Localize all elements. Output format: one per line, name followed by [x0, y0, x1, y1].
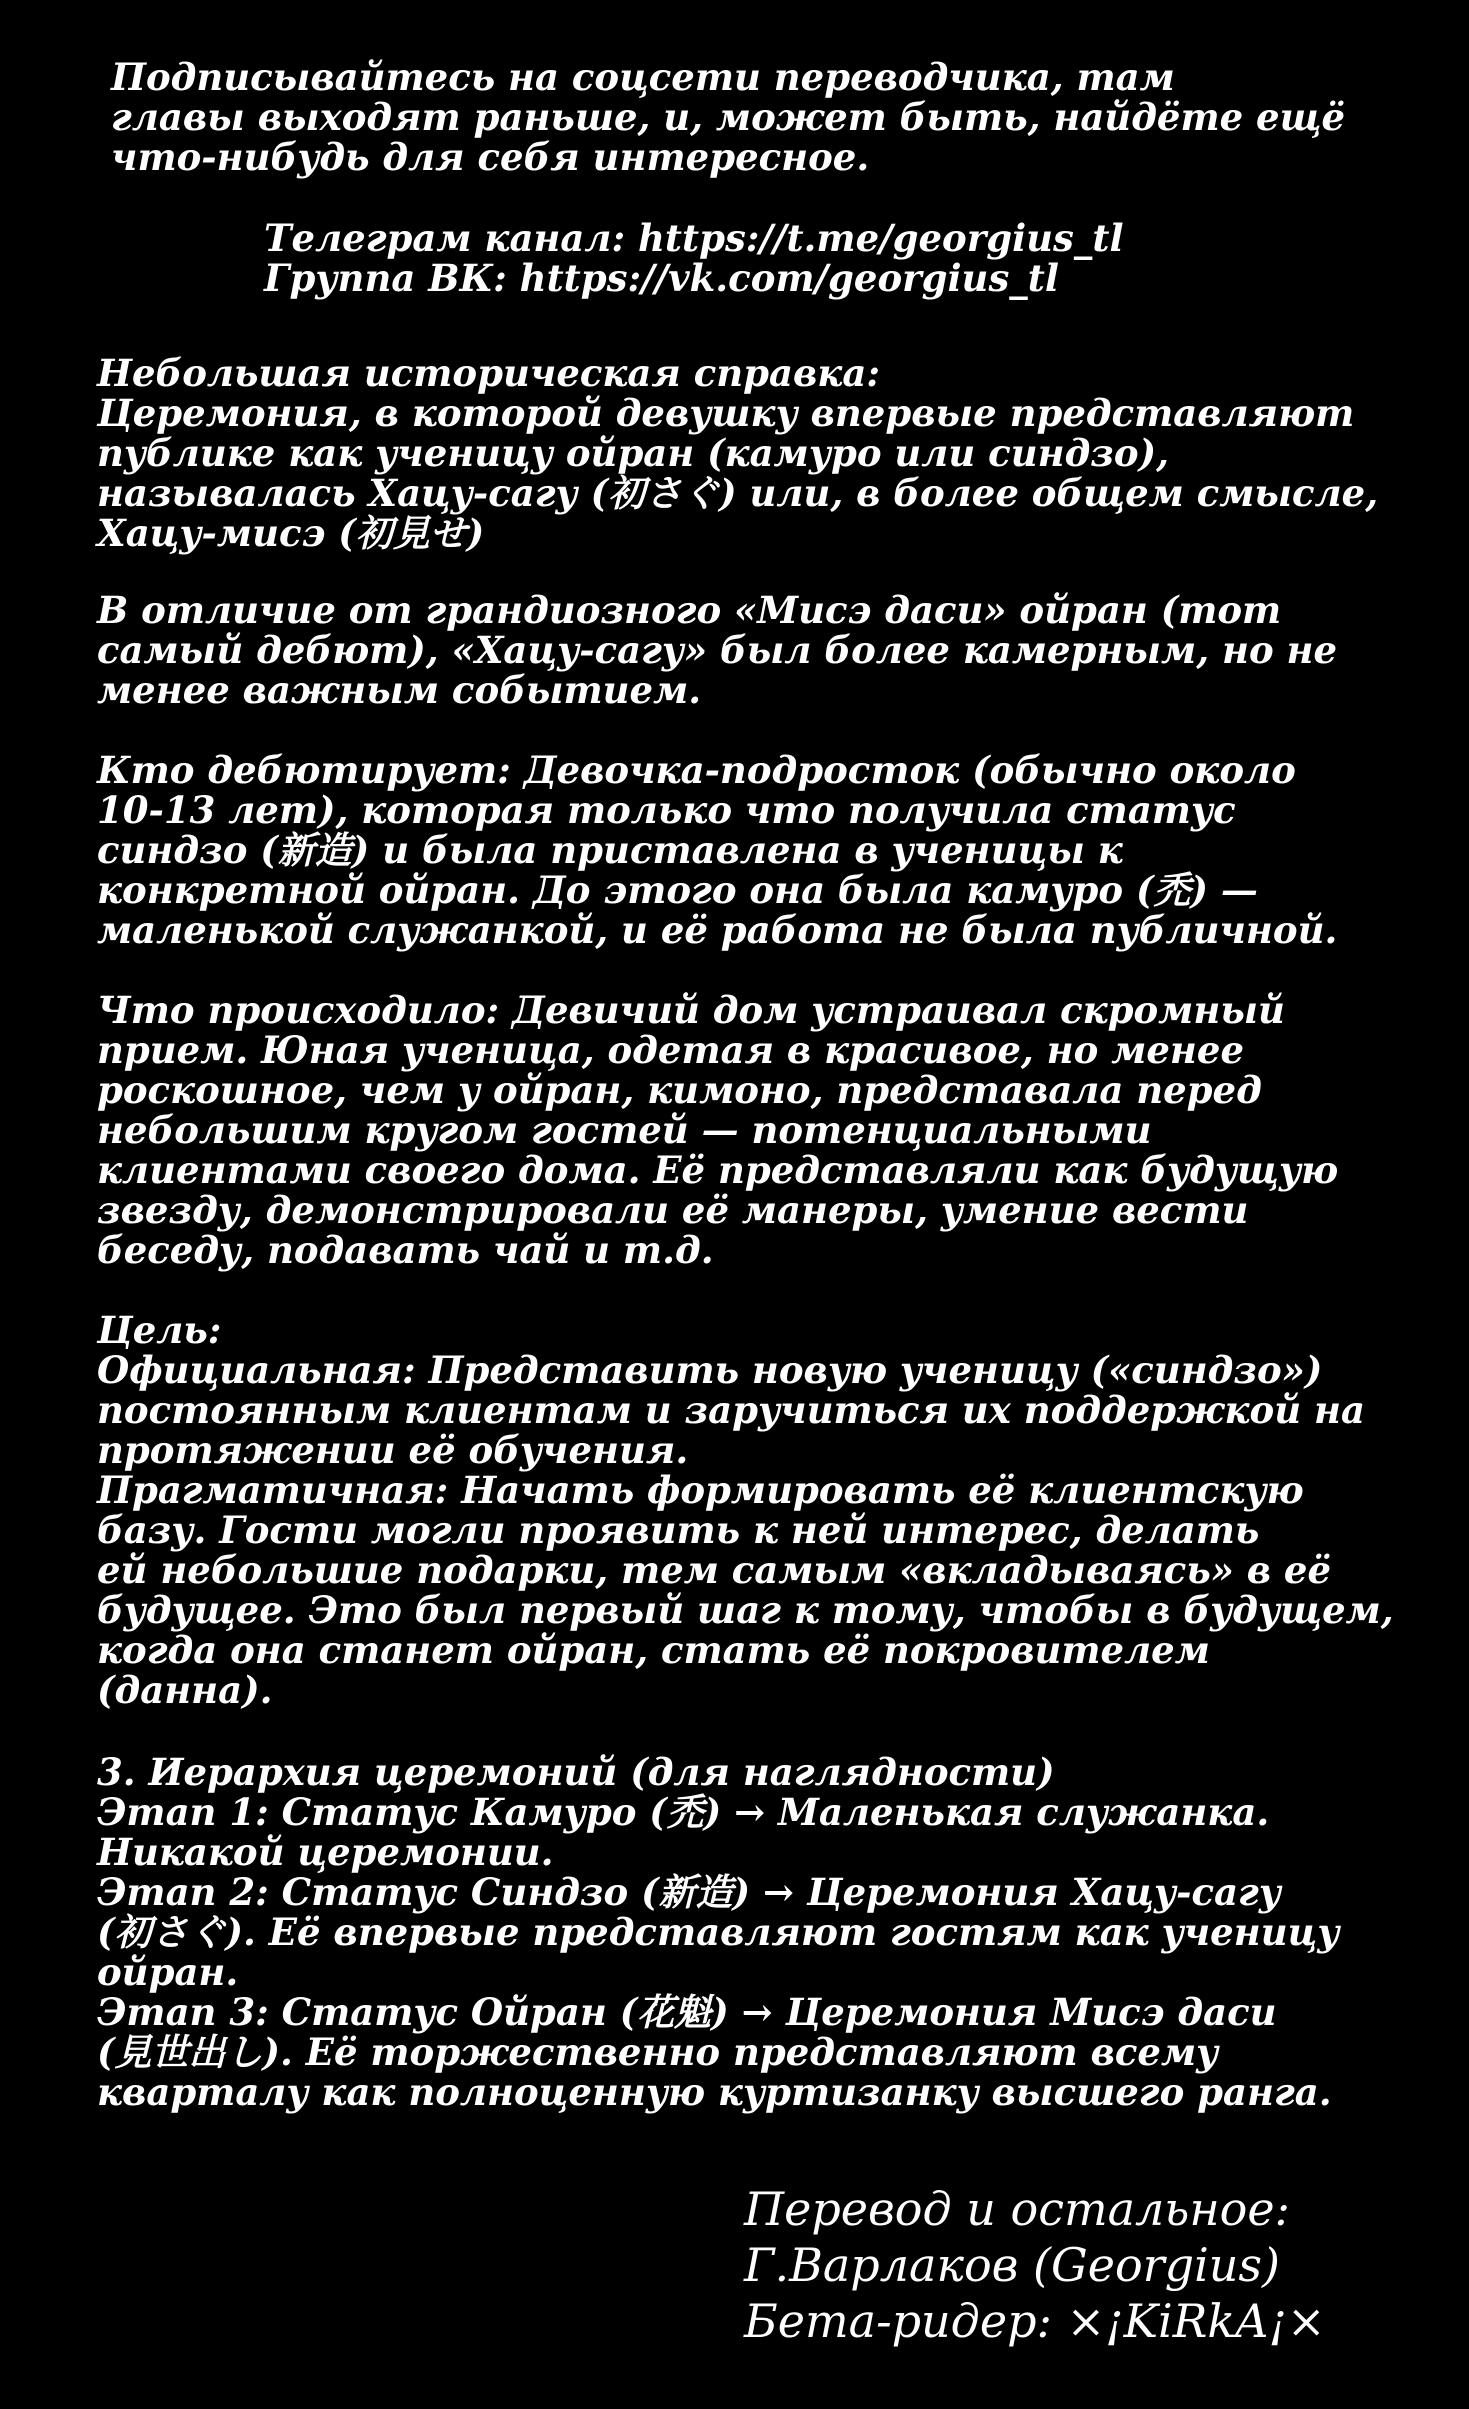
text-line: Подписывайтесь на соцсети переводчика, там: [111, 55, 1175, 99]
text-line: Бета-ридер: ×¡KiRkA¡×: [744, 2294, 1326, 2348]
text-line: небольшим кругом гостей — потенциальными: [97, 1108, 1152, 1152]
text-line: Официальная: Представить новую ученицу («синдзо»): [97, 1348, 1323, 1392]
text-line: Группа ВК: https://vk.com/georgius_tl: [264, 256, 1059, 300]
text-line: Никакой церемонии.: [97, 1830, 554, 1874]
text-line: Что происходило: Девичий дом устраивал скромный: [97, 988, 1285, 1032]
text-line: беседу, подавать чай и т.д.: [97, 1228, 714, 1272]
text-line: Этап 1: Статус Камуро (禿) → Маленькая служанка.: [97, 1790, 1270, 1834]
text-line: Г.Варлаков (Georgius): [744, 2238, 1280, 2292]
text-line: Этап 2: Статус Синдзо (新造) → Церемония Хацу-сагу: [97, 1870, 1281, 1914]
what-happened-paragraph: [97, 990, 1338, 1270]
text-line: Кто дебютирует: Девочка-подросток (обычно около: [97, 748, 1296, 792]
text-line: Телеграм канал: https://t.me/georgius_tl: [264, 216, 1124, 260]
text-line: клиентами своего дома. Её представляли как будущую: [97, 1148, 1339, 1192]
text-line: Хацу-мисэ (初見せ): [97, 511, 485, 555]
text-line: публике как ученицу ойран (камуро или синдзо),: [97, 431, 1169, 475]
text-line: (初さぐ). Её впервые представляют гостям как ученицу: [97, 1910, 1340, 1954]
text-line: Цель:: [97, 1308, 222, 1352]
text-line: самый дебют), «Хацу-сагу» был более камерным, но не: [97, 628, 1338, 672]
social-links: [264, 218, 1124, 298]
text-line: Прагматичная: Начать формировать её клиентскую: [97, 1468, 1304, 1512]
text-line: (見世出し). Её торжественно представляют всему: [97, 2030, 1219, 2074]
text-line: 3. Иерархия церемоний (для наглядности): [97, 1750, 1055, 1794]
text-line: Перевод и остальное:: [744, 2182, 1291, 2236]
text-line: Этап 3: Статус Ойран (花魁) → Церемония Мисэ даси: [97, 1990, 1277, 2034]
text-line: 10-13 лет), которая только что получила статус: [97, 788, 1236, 832]
text-line: протяжении её обучения.: [97, 1428, 689, 1472]
credits: [744, 2181, 1326, 2349]
who-debuts-paragraph: [97, 750, 1337, 950]
text-line: главы выходят раньше, и, может быть, найдёте ещё: [111, 95, 1346, 139]
text-line: называлась Хацу-сагу (初さぐ) или, в более общем смысле,: [97, 471, 1379, 515]
text-line: будущее. Это был первый шаг к тому, чтобы в будущем,: [97, 1588, 1394, 1632]
intro-paragraph: [111, 57, 1345, 177]
text-line: роскошное, чем у ойран, кимоно, представала перед: [97, 1068, 1262, 1112]
text-line: ей небольшие подарки, тем самым «вкладываясь» в её: [97, 1548, 1332, 1592]
history-paragraph: [97, 353, 1378, 553]
text-line: конкретной ойран. До этого она была камуро (禿) —: [97, 868, 1258, 912]
text-line: Церемония, в которой девушку впервые представляют: [97, 391, 1355, 435]
text-line: маленькой служанкой, и её работа не была публичной.: [97, 908, 1338, 952]
hierarchy-paragraph: [97, 1752, 1339, 2112]
text-line: постоянным клиентам и заручиться их поддержкой на: [97, 1388, 1365, 1432]
text-line: Небольшая историческая справка:: [97, 351, 880, 395]
text-line: звезду, демонстрировали её манеры, умение вести: [97, 1188, 1249, 1232]
text-line: базу. Гости могли проявить к ней интерес, делать: [97, 1508, 1260, 1552]
contrast-paragraph: [97, 590, 1337, 710]
text-line: (данна).: [97, 1668, 273, 1712]
text-line: В отличие от грандиозного «Мисэ даси» ойран (тот: [97, 588, 1282, 632]
text-line: ойран.: [97, 1950, 239, 1994]
text-line: кварталу как полноценную куртизанку высшего ранга.: [97, 2070, 1332, 2114]
text-line: прием. Юная ученица, одетая в красивое, но менее: [97, 1028, 1244, 1072]
text-line: менее важным событием.: [97, 668, 702, 712]
text-line: что-нибудь для себя интересное.: [111, 135, 870, 179]
goal-paragraph: [97, 1310, 1394, 1710]
text-line: синдзо (新造) и была приставлена в ученицы к: [97, 828, 1123, 872]
text-line: когда она станет ойран, стать её покровителем: [97, 1628, 1210, 1672]
